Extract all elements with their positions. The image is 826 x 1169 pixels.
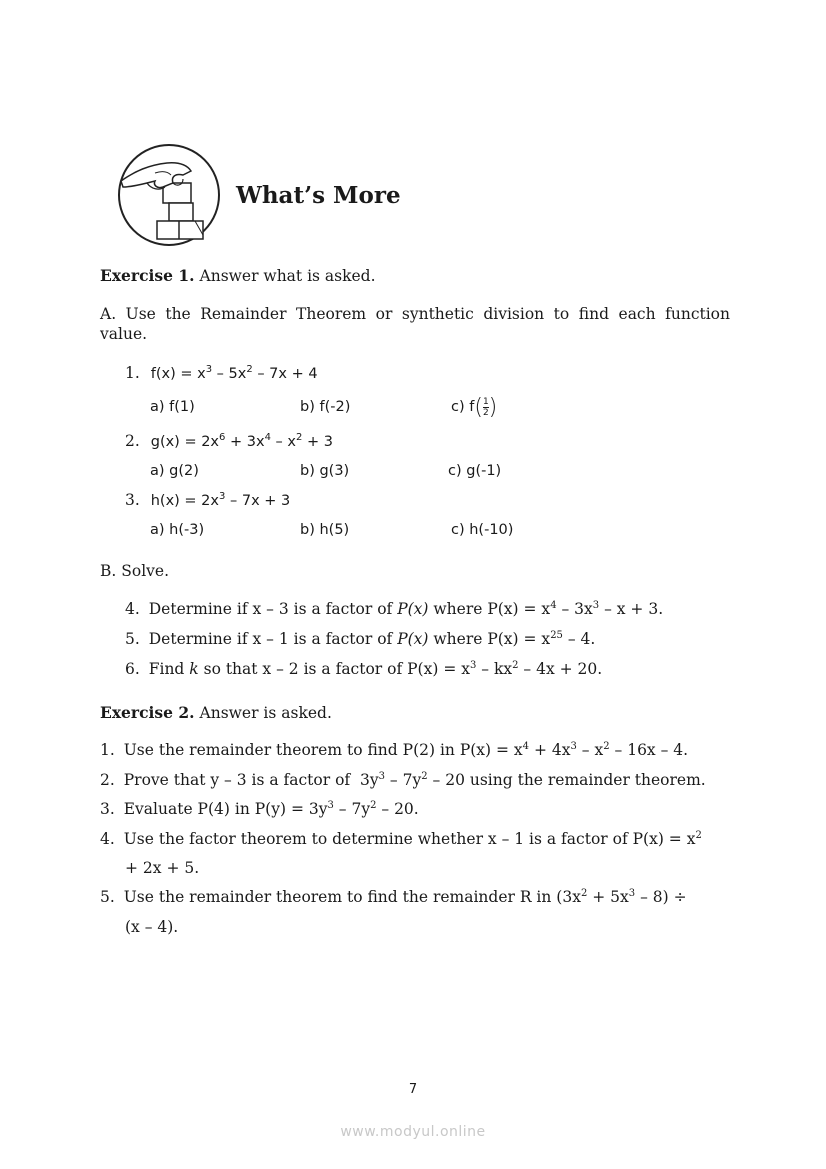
option-a: a) g(2)	[150, 463, 199, 479]
list-item: 5. Determine if x – 1 is a factor of P(x) where $P(x) = x^{25} - 4$.	[125, 630, 596, 648]
exercise-2-heading: Exercise 2. Answer is asked.	[100, 703, 332, 722]
list-item-continuation: (x – 4).	[125, 918, 179, 936]
list-item: 3. Evaluate P(4) in $P(y) = 3y^3 - 7y^2 - 20$.	[100, 800, 419, 818]
watermark: www.modyul.online	[340, 1124, 486, 1140]
option-b: b) f(-2)	[300, 399, 351, 415]
list-item: 1. Use the remainder theorem to find P(2) in $P(x) = x^4 + 4x^3 - x^2 - 16x - 4$.	[100, 741, 689, 759]
option-b: b) g(3)	[300, 463, 350, 479]
part-b-heading: B. Solve.	[100, 562, 170, 580]
section-logo-icon	[117, 143, 221, 251]
section-title: What’s More	[236, 182, 401, 209]
list-item: 4. Use the factor theorem to determine whether x – 1 is a factor of $P(x) = x^2$	[100, 830, 702, 848]
list-item: 4. Determine if x – 3 is a factor of P(x) where $P(x) = x^4 - 3x^3 - x + 3$.	[125, 600, 664, 618]
option-c: c) f( $\frac{1}{2}$ )	[451, 395, 498, 420]
option-a: a) f(1)	[150, 399, 195, 415]
part-a-instruction-line1: A. Use the Remainder Theorem or synthetic division to find each function	[100, 305, 730, 323]
list-item: 2. $g(x) = 2x^6 + 3x^4 - x^2 + 3$	[125, 432, 333, 450]
list-item: 2. Prove that y – 3 is a factor of $3y^3 - 7y^2 - 20$ using the remainder theorem.	[100, 771, 706, 789]
exercise-1-heading: Exercise 1. Answer what is asked.	[100, 266, 376, 285]
option-c: c) h(-10)	[451, 522, 514, 538]
option-a: a) h(-3)	[150, 522, 205, 538]
option-c: c) g(-1)	[448, 463, 502, 479]
page-number: 7	[408, 1082, 418, 1097]
list-item: 5. Use the remainder theorem to find the remainder R in $(3x^2 + 5x^3 - 8)$ ÷	[100, 888, 687, 906]
list-item: 3. $h(x) = 2x^3 - 7x + 3$	[125, 491, 291, 509]
option-b: b) h(5)	[300, 522, 350, 538]
list-item: 1. $f(x) = x^3 - 5x^2 - 7x + 4$	[125, 364, 318, 382]
list-item: 6. Find k so that x – 2 is a factor of $P(x) = x^3 - kx^2 - 4x + 20$.	[125, 660, 603, 678]
part-a-instruction-line2: value.	[100, 325, 148, 343]
list-item-continuation: + 2x + 5.	[125, 859, 200, 877]
